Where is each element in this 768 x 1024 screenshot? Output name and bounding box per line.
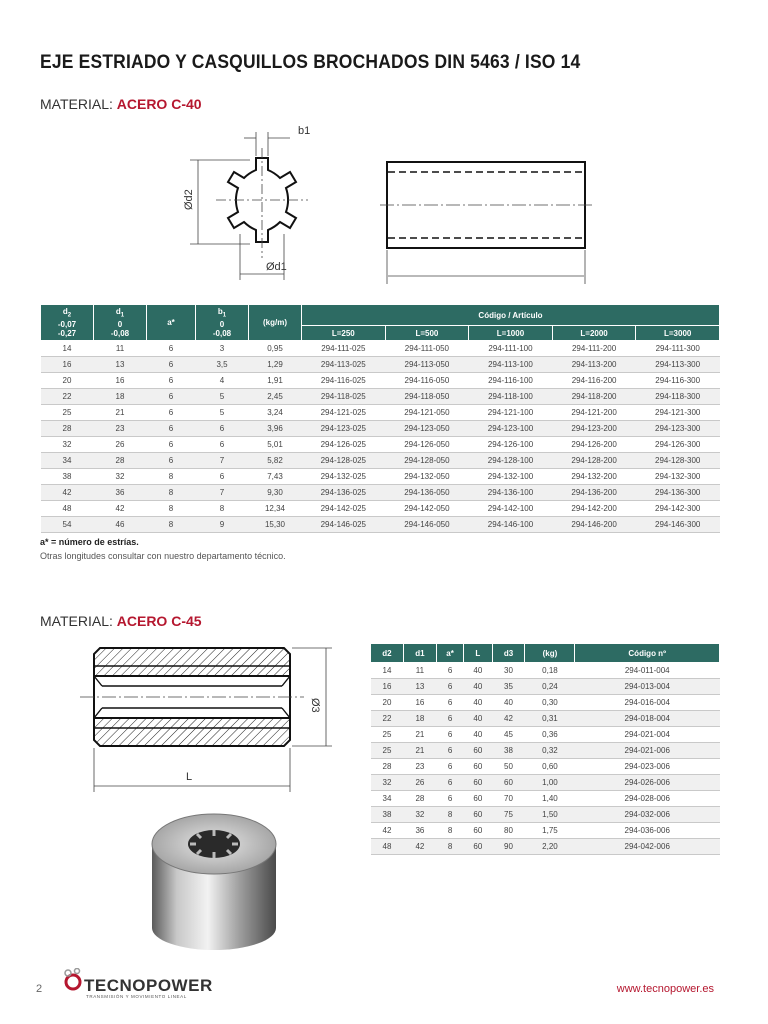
col-code: Código / Artículo: [302, 305, 720, 326]
table-cell: 6: [147, 421, 196, 437]
table-cell: 40: [464, 695, 492, 711]
table-cell: 294-113-100: [469, 357, 553, 373]
table-cell: 6: [436, 711, 463, 727]
col-a: a*: [147, 305, 196, 341]
table-cell: 294-118-100: [469, 389, 553, 405]
table-cell: 0,60: [525, 759, 575, 775]
table-cell: 294-116-300: [636, 373, 720, 389]
table-cell: 294-121-200: [552, 405, 636, 421]
table-cell: 294-142-100: [469, 501, 553, 517]
table-cell: 294-121-100: [469, 405, 553, 421]
table-cell: 36: [94, 485, 147, 501]
table-cell: 294-013-004: [575, 679, 720, 695]
bushing-section-drawing: [80, 640, 350, 800]
table-cell: 14: [41, 341, 94, 357]
table-cell: 32: [371, 775, 404, 791]
table-cell: 294-121-050: [385, 405, 469, 421]
table-cell: 294-142-050: [385, 501, 469, 517]
col-header: d2: [371, 644, 404, 663]
shaft-table: [40, 304, 720, 533]
table-cell: 7: [196, 453, 249, 469]
table-row: [371, 711, 720, 727]
gear-icon: [62, 968, 84, 994]
table-cell: 42: [94, 501, 147, 517]
table-cell: 294-146-100: [469, 517, 553, 533]
table-row: [371, 695, 720, 711]
note-lengths: Otras longitudes consultar con nuestro departamento técnico.: [40, 551, 286, 561]
table-cell: 12,34: [249, 501, 302, 517]
table-cell: 294-142-300: [636, 501, 720, 517]
table-cell: 9: [196, 517, 249, 533]
table-row: [371, 791, 720, 807]
table-cell: 294-123-100: [469, 421, 553, 437]
table-cell: 294-118-200: [552, 389, 636, 405]
table-row: [41, 501, 720, 517]
table-cell: 294-016-004: [575, 695, 720, 711]
table-cell: 38: [41, 469, 94, 485]
table-cell: 42: [371, 823, 404, 839]
table-cell: 294-118-050: [385, 389, 469, 405]
table-cell: 7: [196, 485, 249, 501]
col-header: Código nº: [575, 644, 720, 663]
table-cell: 60: [464, 823, 492, 839]
table-cell: 28: [371, 759, 404, 775]
table-cell: 18: [403, 711, 436, 727]
table-cell: 1,29: [249, 357, 302, 373]
table-cell: 294-023-006: [575, 759, 720, 775]
table-cell: 294-118-025: [302, 389, 386, 405]
material-label: MATERIAL:: [40, 96, 113, 112]
table-cell: 294-123-025: [302, 421, 386, 437]
table-cell: 294-021-006: [575, 743, 720, 759]
table-cell: 38: [371, 807, 404, 823]
table-cell: 294-136-300: [636, 485, 720, 501]
note-splines: a* = número de estrías.: [40, 537, 139, 547]
table-cell: 8: [436, 839, 463, 855]
table-cell: 40: [464, 663, 492, 679]
table-cell: 294-121-300: [636, 405, 720, 421]
table-cell: 294-142-025: [302, 501, 386, 517]
table-row: [41, 453, 720, 469]
table-row: [371, 743, 720, 759]
table-cell: 6: [436, 679, 463, 695]
label-d2: Ød2: [183, 189, 195, 210]
table-cell: 21: [94, 405, 147, 421]
table-row: [41, 421, 720, 437]
table-cell: 294-132-300: [636, 469, 720, 485]
table-cell: 294-113-025: [302, 357, 386, 373]
table-cell: 294-032-006: [575, 807, 720, 823]
website-link[interactable]: www.tecnopower.es: [616, 983, 714, 995]
table-cell: 294-113-300: [636, 357, 720, 373]
table-cell: 294-126-100: [469, 437, 553, 453]
col-d1: $d_1$ 0 -0,08: [94, 305, 147, 341]
table-cell: 42: [41, 485, 94, 501]
table-cell: 42: [492, 711, 525, 727]
table-cell: 40: [464, 727, 492, 743]
table-cell: 16: [403, 695, 436, 711]
table-cell: 6: [436, 759, 463, 775]
col-header: d1: [403, 644, 436, 663]
table-cell: 294-036-006: [575, 823, 720, 839]
col-d2: $d_2$ -0,07 -0,27: [41, 305, 94, 341]
table-cell: 294-132-200: [552, 469, 636, 485]
table-cell: 60: [464, 775, 492, 791]
shaft-side-view-drawing: [380, 158, 600, 288]
table-cell: 6: [436, 695, 463, 711]
table-cell: 6: [147, 405, 196, 421]
table-cell: 28: [41, 421, 94, 437]
material-grade: ACERO C-40: [116, 96, 202, 112]
table-cell: 13: [94, 357, 147, 373]
table-cell: 32: [41, 437, 94, 453]
col-length: L=250: [302, 326, 386, 341]
table-row: [371, 775, 720, 791]
table-cell: 25: [371, 743, 404, 759]
table-cell: 0,31: [525, 711, 575, 727]
table-cell: 8: [196, 501, 249, 517]
table-cell: 28: [94, 453, 147, 469]
table-cell: 22: [371, 711, 404, 727]
table-cell: 8: [147, 517, 196, 533]
label-d1: Ød1: [266, 261, 287, 273]
table-cell: 36: [403, 823, 436, 839]
table-cell: 1,00: [525, 775, 575, 791]
table-cell: 40: [464, 679, 492, 695]
logo-subtitle: TRANSMISIÓN Y MOVIMIENTO LINEAL: [86, 994, 187, 999]
label-b1: b1: [298, 125, 311, 137]
page-title: EJE ESTRIADO Y CASQUILLOS BROCHADOS DIN 5463 / ISO 14: [40, 52, 581, 73]
table-cell: 0,36: [525, 727, 575, 743]
material-label: MATERIAL:: [40, 613, 113, 629]
table-cell: 18: [94, 389, 147, 405]
table-cell: 294-113-200: [552, 357, 636, 373]
table-cell: 6: [147, 437, 196, 453]
table-cell: 21: [403, 743, 436, 759]
table-cell: 294-026-006: [575, 775, 720, 791]
table-cell: 294-142-200: [552, 501, 636, 517]
table-cell: 6: [147, 453, 196, 469]
table-row: [41, 405, 720, 421]
table-cell: 6: [436, 791, 463, 807]
table-cell: 2,45: [249, 389, 302, 405]
table-cell: 28: [403, 791, 436, 807]
table-cell: 294-111-025: [302, 341, 386, 357]
table-cell: 294-018-004: [575, 711, 720, 727]
tecnopower-logo: [62, 968, 212, 1002]
table-cell: 0,32: [525, 743, 575, 759]
table-cell: 16: [94, 373, 147, 389]
table-cell: 5,01: [249, 437, 302, 453]
table-cell: 32: [94, 469, 147, 485]
table-cell: 50: [492, 759, 525, 775]
table-cell: 294-146-050: [385, 517, 469, 533]
table-cell: 294-128-200: [552, 453, 636, 469]
table-cell: 30: [492, 663, 525, 679]
table-cell: 6: [147, 357, 196, 373]
table-cell: 1,40: [525, 791, 575, 807]
table-cell: 294-123-200: [552, 421, 636, 437]
table-cell: 16: [41, 357, 94, 373]
table-cell: 16: [371, 679, 404, 695]
table-cell: 14: [371, 663, 404, 679]
table-cell: 294-136-050: [385, 485, 469, 501]
table-cell: 9,30: [249, 485, 302, 501]
table-cell: 46: [94, 517, 147, 533]
table-cell: 60: [464, 807, 492, 823]
table-row: [371, 727, 720, 743]
table-cell: 6: [196, 437, 249, 453]
table-row: [371, 663, 720, 679]
table-cell: 3,24: [249, 405, 302, 421]
table-cell: 7,43: [249, 469, 302, 485]
table-cell: 8: [147, 469, 196, 485]
table-cell: 294-011-004: [575, 663, 720, 679]
table-cell: 294-128-100: [469, 453, 553, 469]
table-cell: 6: [147, 373, 196, 389]
table-cell: 23: [94, 421, 147, 437]
table-row: [371, 839, 720, 855]
table-cell: 294-132-100: [469, 469, 553, 485]
table-cell: 0,18: [525, 663, 575, 679]
table-cell: 70: [492, 791, 525, 807]
table-cell: 25: [41, 405, 94, 421]
col-header: (kg): [525, 644, 575, 663]
table-cell: 11: [403, 663, 436, 679]
table-cell: 6: [436, 775, 463, 791]
table-cell: 294-116-025: [302, 373, 386, 389]
table-row: [41, 341, 720, 357]
table-cell: 6: [436, 663, 463, 679]
table-cell: 3: [196, 341, 249, 357]
col-length: L=2000: [552, 326, 636, 341]
logo-text: TECNOPOWER: [84, 976, 213, 995]
table-cell: 0,95: [249, 341, 302, 357]
table-cell: 26: [94, 437, 147, 453]
col-header: d3: [492, 644, 525, 663]
table-cell: 294-146-025: [302, 517, 386, 533]
table-cell: 4: [196, 373, 249, 389]
table-cell: 60: [464, 839, 492, 855]
table-cell: 1,75: [525, 823, 575, 839]
table-cell: 294-126-025: [302, 437, 386, 453]
table-row: [371, 823, 720, 839]
table-cell: 294-132-025: [302, 469, 386, 485]
shaft-cross-section-drawing: [180, 118, 330, 288]
table-cell: 294-111-300: [636, 341, 720, 357]
table-cell: 6: [147, 389, 196, 405]
table-cell: 80: [492, 823, 525, 839]
table-cell: 294-121-025: [302, 405, 386, 421]
table-cell: 35: [492, 679, 525, 695]
table-cell: 8: [147, 485, 196, 501]
table-cell: 38: [492, 743, 525, 759]
table-cell: 8: [436, 823, 463, 839]
table-cell: 90: [492, 839, 525, 855]
table-row: [41, 485, 720, 501]
table-cell: 294-126-300: [636, 437, 720, 453]
table-cell: 294-128-300: [636, 453, 720, 469]
table-cell: 294-126-200: [552, 437, 636, 453]
table-cell: 294-136-100: [469, 485, 553, 501]
table-cell: 5: [196, 389, 249, 405]
table-cell: 294-123-300: [636, 421, 720, 437]
table-row: [41, 357, 720, 373]
table-cell: 0,24: [525, 679, 575, 695]
table-cell: 294-132-050: [385, 469, 469, 485]
page-number: 2: [36, 983, 43, 995]
table-row: [371, 679, 720, 695]
table-cell: 294-136-025: [302, 485, 386, 501]
table-cell: 6: [196, 469, 249, 485]
table-cell: 1,91: [249, 373, 302, 389]
table-cell: 60: [464, 743, 492, 759]
table-cell: 3,5: [196, 357, 249, 373]
table-cell: 20: [371, 695, 404, 711]
col-header: L: [464, 644, 492, 663]
table-cell: 54: [41, 517, 94, 533]
table-cell: 294-021-004: [575, 727, 720, 743]
col-b1: $b_1$ 0 -0,08: [196, 305, 249, 341]
label-L: L: [186, 771, 193, 783]
table-cell: 294-146-200: [552, 517, 636, 533]
table-row: [41, 389, 720, 405]
table-cell: 294-146-300: [636, 517, 720, 533]
table-cell: 13: [403, 679, 436, 695]
table-cell: 60: [464, 759, 492, 775]
table-cell: 2,20: [525, 839, 575, 855]
table-cell: 26: [403, 775, 436, 791]
table-cell: 6: [147, 341, 196, 357]
col-length: L=1000: [469, 326, 553, 341]
col-length: L=500: [385, 326, 469, 341]
table-cell: 8: [147, 501, 196, 517]
table-cell: 34: [41, 453, 94, 469]
table-cell: 75: [492, 807, 525, 823]
table-cell: 15,30: [249, 517, 302, 533]
table-cell: 0,30: [525, 695, 575, 711]
table-cell: 294-136-200: [552, 485, 636, 501]
table-cell: 23: [403, 759, 436, 775]
table-row: [41, 517, 720, 533]
table-cell: 1,50: [525, 807, 575, 823]
table-cell: 6: [436, 727, 463, 743]
table-cell: 294-123-050: [385, 421, 469, 437]
table-cell: 6: [196, 421, 249, 437]
table-cell: 40: [492, 695, 525, 711]
table-cell: 294-028-006: [575, 791, 720, 807]
table-row: [371, 759, 720, 775]
table-cell: 5: [196, 405, 249, 421]
table-cell: 21: [403, 727, 436, 743]
material-heading-2: [40, 613, 202, 629]
table-cell: 294-116-050: [385, 373, 469, 389]
table-row: [41, 373, 720, 389]
table-cell: 294-118-300: [636, 389, 720, 405]
table-cell: 60: [492, 775, 525, 791]
bushing-photo: [140, 800, 300, 960]
table-cell: 294-128-050: [385, 453, 469, 469]
table-cell: 22: [41, 389, 94, 405]
bushing-table: [370, 643, 720, 855]
table-cell: 294-126-050: [385, 437, 469, 453]
table-cell: 294-128-025: [302, 453, 386, 469]
col-header: a*: [436, 644, 463, 663]
table-cell: 294-042-006: [575, 839, 720, 855]
table-row: [41, 437, 720, 453]
table-cell: 3,96: [249, 421, 302, 437]
table-cell: 20: [41, 373, 94, 389]
table-cell: 32: [403, 807, 436, 823]
table-cell: 5,82: [249, 453, 302, 469]
table-cell: 294-116-200: [552, 373, 636, 389]
table-cell: 294-111-100: [469, 341, 553, 357]
material-grade: ACERO C-45: [116, 613, 202, 629]
table-cell: 48: [371, 839, 404, 855]
col-length: L=3000: [636, 326, 720, 341]
table-cell: 294-116-100: [469, 373, 553, 389]
table-cell: 34: [371, 791, 404, 807]
table-cell: 6: [436, 743, 463, 759]
table-cell: 294-113-050: [385, 357, 469, 373]
label-d3: Ø3: [309, 698, 321, 713]
table-cell: 11: [94, 341, 147, 357]
table-row: [371, 807, 720, 823]
table-cell: 25: [371, 727, 404, 743]
table-cell: 294-111-050: [385, 341, 469, 357]
table-cell: 48: [41, 501, 94, 517]
material-heading-1: [40, 96, 202, 112]
table-cell: 294-111-200: [552, 341, 636, 357]
table-cell: 45: [492, 727, 525, 743]
table-cell: 40: [464, 711, 492, 727]
col-kg: (kg/m): [249, 305, 302, 341]
table-cell: 8: [436, 807, 463, 823]
table-cell: 60: [464, 791, 492, 807]
table-cell: 42: [403, 839, 436, 855]
table-row: [41, 469, 720, 485]
